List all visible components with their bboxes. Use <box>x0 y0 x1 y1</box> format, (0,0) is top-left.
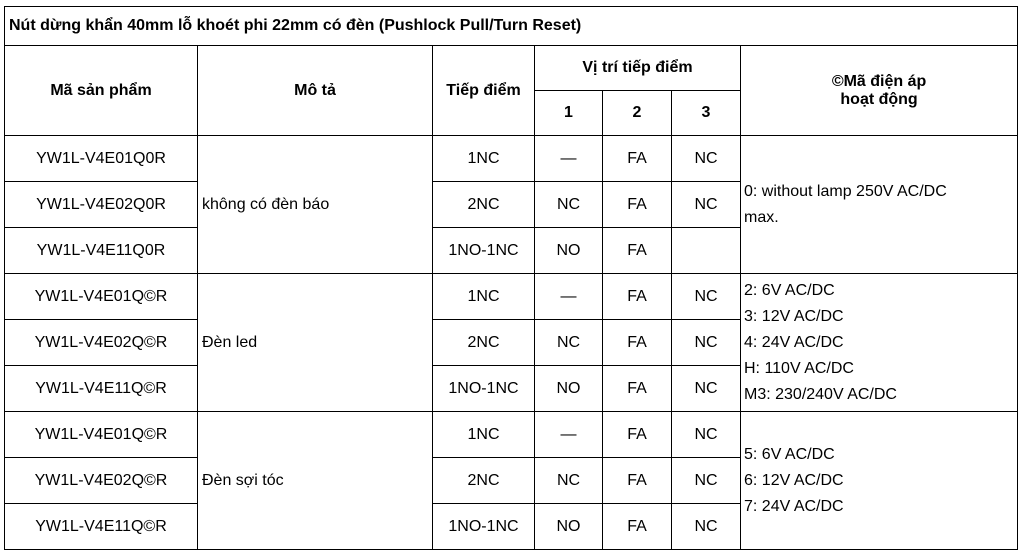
voltage-line: 3: 12V AC/DC <box>744 307 844 325</box>
contact: 1NO-1NC <box>433 504 535 550</box>
position-2: FA <box>603 366 672 412</box>
header-pos-1: 1 <box>535 91 603 136</box>
product-code: YW1L-V4E01Q0R <box>5 136 198 182</box>
position-3: NC <box>672 366 741 412</box>
header-position: Vị trí tiếp điểm <box>535 46 741 91</box>
position-3 <box>672 228 741 274</box>
product-code: YW1L-V4E11Q©R <box>5 504 198 550</box>
contact: 1NC <box>433 274 535 320</box>
table-title: Nút dừng khẩn 40mm lỗ khoét phi 22mm có đèn (Pushlock Pull/Turn Reset) <box>5 7 1018 46</box>
product-table <box>4 6 1018 550</box>
voltage-line: M3: 230/240V AC/DC <box>744 385 897 403</box>
voltage-line: 0: without lamp 250V AC/DC <box>744 182 947 200</box>
contact: 1NC <box>433 136 535 182</box>
position-1: NC <box>535 182 603 228</box>
description: Đèn led <box>198 274 433 412</box>
position-3: NC <box>672 274 741 320</box>
contact: 1NC <box>433 412 535 458</box>
position-1: NO <box>535 504 603 550</box>
position-3: NC <box>672 412 741 458</box>
header-desc: Mô tả <box>198 46 433 136</box>
position-2: FA <box>603 504 672 550</box>
position-3: NC <box>672 320 741 366</box>
header-voltage-line1: ©Mã điện áp <box>831 72 927 90</box>
voltage-line: 4: 24V AC/DC <box>744 333 844 351</box>
contact: 2NC <box>433 320 535 366</box>
description: không có đèn báo <box>198 136 433 274</box>
voltage-line: 2: 6V AC/DC <box>744 281 835 299</box>
header-code: Mã sản phẩm <box>5 46 198 136</box>
voltage-line: max. <box>744 208 779 226</box>
position-2: FA <box>603 136 672 182</box>
header-voltage-line2: hoạt động <box>840 90 918 108</box>
position-1: NO <box>535 228 603 274</box>
position-2: FA <box>603 412 672 458</box>
voltage-line: 6: 12V AC/DC <box>744 471 844 489</box>
position-2: FA <box>603 320 672 366</box>
position-1: — <box>535 136 603 182</box>
contact: 2NC <box>433 458 535 504</box>
position-1: NC <box>535 458 603 504</box>
header-voltage <box>741 46 1018 136</box>
voltage-line: H: 110V AC/DC <box>744 359 854 377</box>
position-3: NC <box>672 136 741 182</box>
product-code: YW1L-V4E11Q0R <box>5 228 198 274</box>
position-3: NC <box>672 458 741 504</box>
position-1: NC <box>535 320 603 366</box>
contact: 2NC <box>433 182 535 228</box>
voltage-line: 7: 24V AC/DC <box>744 497 844 515</box>
table-row <box>5 412 1018 458</box>
product-code: YW1L-V4E02Q©R <box>5 320 198 366</box>
voltage-line: 5: 6V AC/DC <box>744 445 835 463</box>
position-2: FA <box>603 228 672 274</box>
product-code: YW1L-V4E11Q©R <box>5 366 198 412</box>
description: Đèn sợi tóc <box>198 412 433 550</box>
header-pos-2: 2 <box>603 91 672 136</box>
product-code: YW1L-V4E02Q©R <box>5 458 198 504</box>
position-2: FA <box>603 182 672 228</box>
table-row <box>5 274 1018 320</box>
position-3: NC <box>672 504 741 550</box>
product-table-container <box>4 6 1017 550</box>
voltage-codes <box>741 136 1018 274</box>
header-pos-3: 3 <box>672 91 741 136</box>
contact: 1NO-1NC <box>433 228 535 274</box>
position-1: NO <box>535 366 603 412</box>
position-1: — <box>535 274 603 320</box>
position-2: FA <box>603 458 672 504</box>
voltage-codes <box>741 412 1018 550</box>
product-code: YW1L-V4E02Q0R <box>5 182 198 228</box>
product-code: YW1L-V4E01Q©R <box>5 412 198 458</box>
product-code: YW1L-V4E01Q©R <box>5 274 198 320</box>
position-2: FA <box>603 274 672 320</box>
position-3: NC <box>672 182 741 228</box>
table-row <box>5 136 1018 182</box>
header-contact: Tiếp điểm <box>433 46 535 136</box>
contact: 1NO-1NC <box>433 366 535 412</box>
position-1: — <box>535 412 603 458</box>
voltage-codes <box>741 274 1018 412</box>
